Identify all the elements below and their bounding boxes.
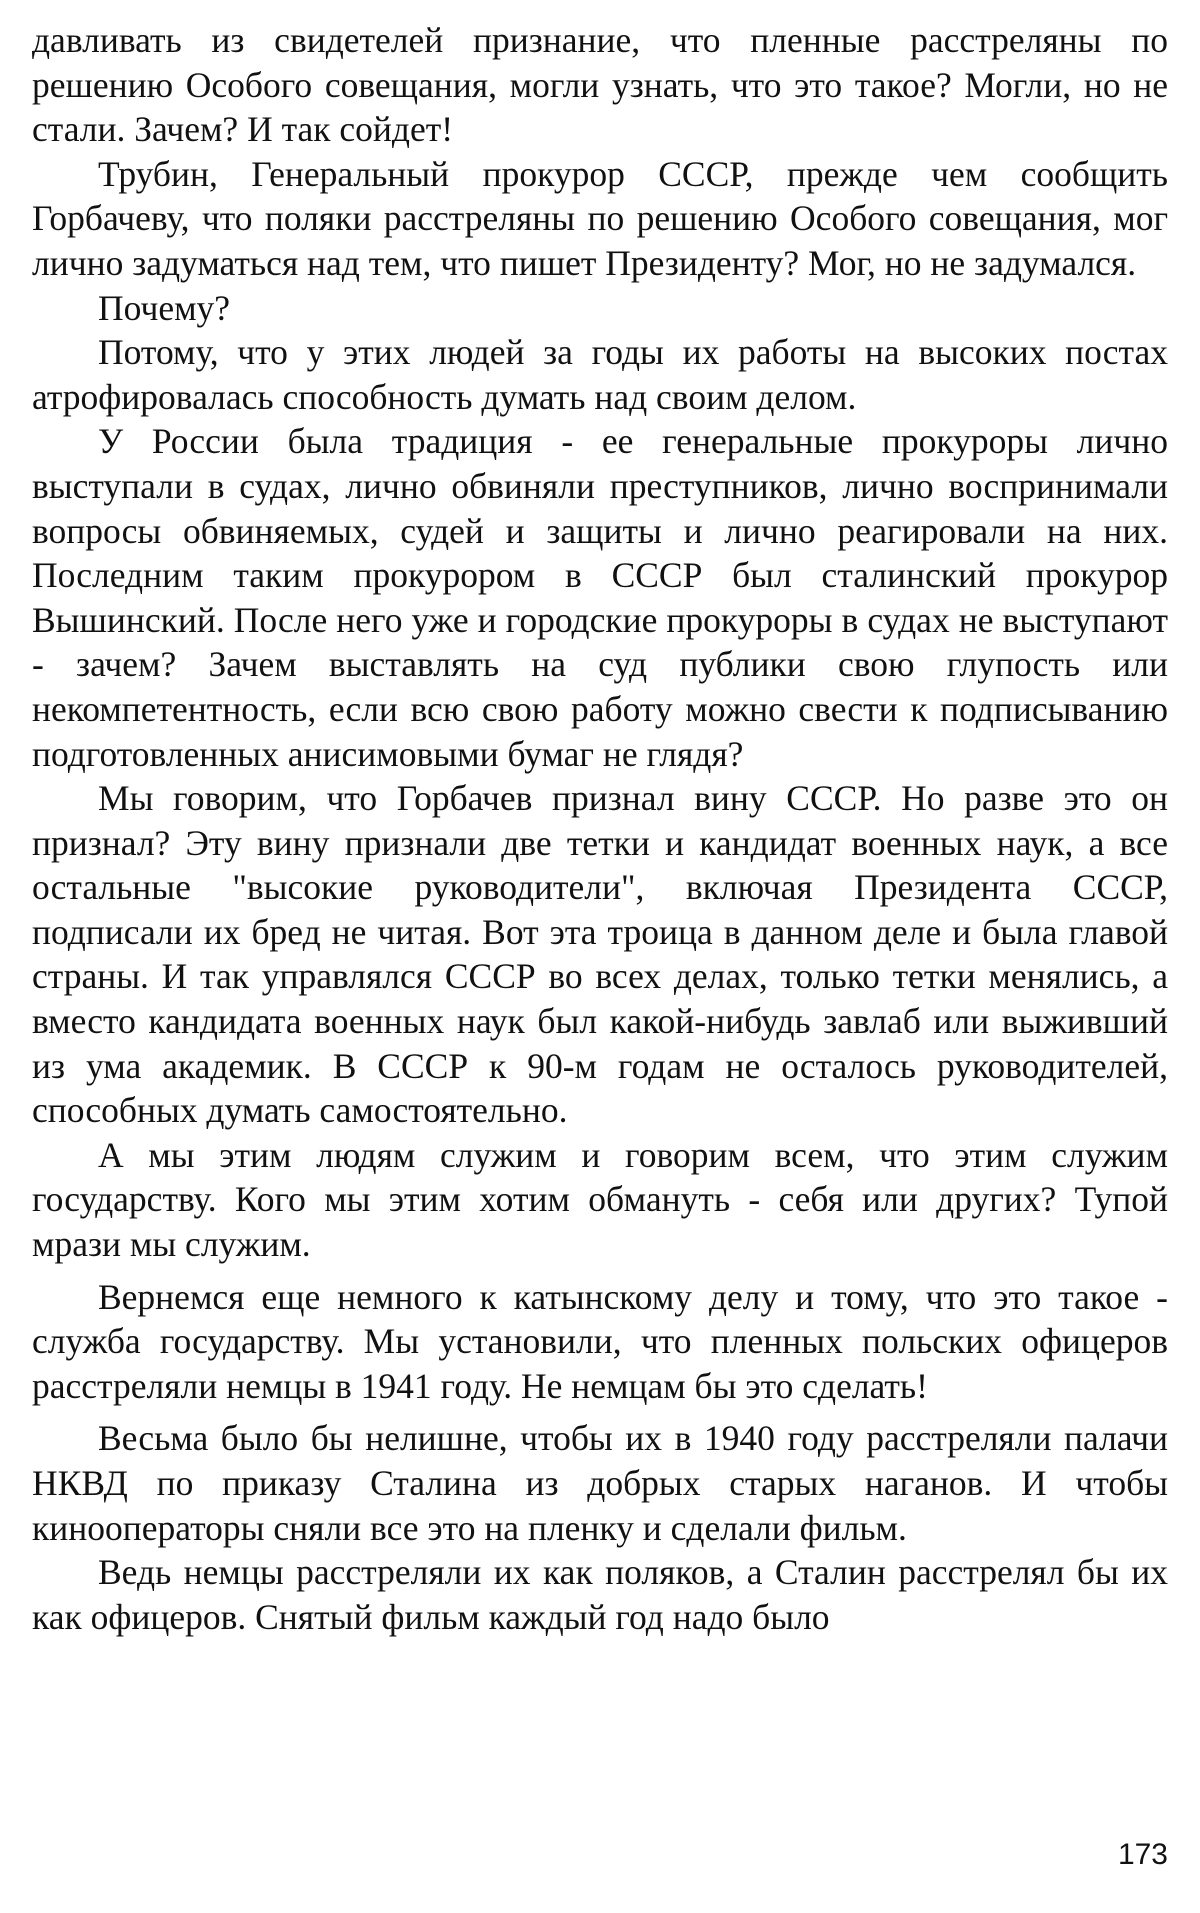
paragraph-5: У России была традиция - ее генеральные прокуроры лично выступали в судах, лично обвиняли преступников, лично воспринимали вопросы обвиняемых, судей и защиты и лично реагировали на них. Последним таким прокурором в СССР был сталинский прокурор Вышинский. После него уже и городские прокуроры в судах не выступают - зачем? Зачем выставлять на суд публики свою глупость или некомпетентность, если всю свою работу можно свести к подписыванию подготовленных анисимовыми бумаг не глядя? [32,421,1168,774]
paragraph-2: Трубин, Генеральный прокурор СССР, прежде чем сообщить Горбачеву, что поляки расстреляны по решению Особого совещания, мог лично задуматься над тем, что пишет Президенту? Мог, но не задумался. [32,153,1168,283]
paragraph-6: Мы говорим, что Горбачев признал вину СССР. Но разве это он признал? Эту вину признали две тетки и кандидат военных наук, а все остальные "высокие руководители", включая Президента СССР, подписали их бред не читая. Вот эта троица в данном деле и была главой страны. И так управлялся СССР во всех делах, только тетки менялись, а вместо кандидата военных наук был какой-нибудь завлаб или выживший из ума академик. В СССР к 90-м годам не осталось руководителей, способных думать самостоятельно. [32,778,1168,1131]
paragraph-7: А мы этим людям служим и говорим всем, что этим служим государству. Кого мы этим хотим обмануть - себя или других? Тупой мрази мы служим. [32,1134,1168,1265]
paragraph-8: Вернемся еще немного к катынскому делу и тому, что это такое - служба государству. Мы установили, что пленных польских офицеров расстреляли немцы в 1941 году. Не немцам бы это сделать! [32,1276,1168,1406]
paragraph-3: Почему? [98,287,231,328]
paragraph-10: Ведь немцы расстреляли их как поляков, а Сталин расстрелял бы их как офицеров. Снятый фильм каждый год надо было [32,1552,1168,1637]
paragraph-1: давливать из свидетелей признание, что пленные расстреляны по решению Особого совещания, могли узнать, что это такое? Могли, но не стали. Зачем? И так сойдет! [32,20,1168,150]
paragraph-4: Потому, что у этих людей за годы их работы на высоких постах атрофировалась способность думать над своим делом. [32,332,1168,417]
page-number: 173 [1117,1838,1168,1871]
paragraph-9: Весьма было бы нелишне, чтобы их в 1940 году расстреляли палачи НКВД по приказу Сталина из добрых старых наганов. И чтобы кинооператоры сняли все это на пленку и сделали фильм. [32,1418,1168,1548]
